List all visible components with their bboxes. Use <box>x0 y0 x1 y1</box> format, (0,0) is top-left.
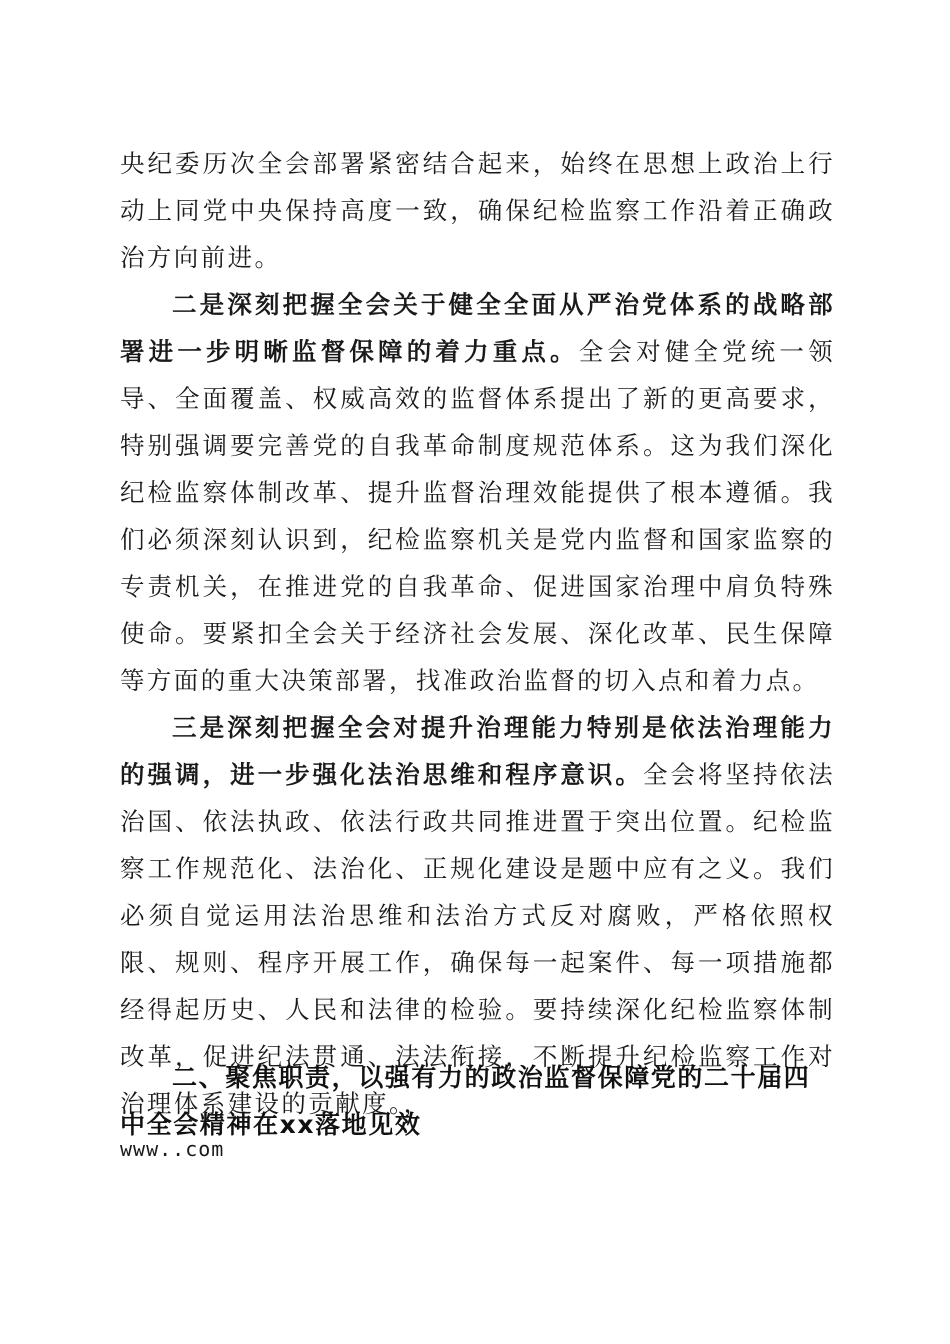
paragraph-three-lead: 三是深刻把握全会对提升治理能力特别是依法治理能力的强调，进一步强化法治思维和程序意识。 <box>120 713 835 789</box>
section-heading: 二、聚焦职责，以强有力的政治监督保障党的二十届四中全会精神在xx落地见效 <box>120 1063 811 1139</box>
url-text: www..com <box>120 1137 225 1161</box>
paragraph-two-body: 全会对健全党统一领导、全面覆盖、权威高效的监督体系提出了新的更高要求，特别强调要完善党的自我革命制度规范体系。这为我们深化纪检监察体制改革、提升监督治理效能提供了根本遵循。我们必须深刻认识到，纪检监察机关是党内监督和国家监察的专责机关，在推进党的自我革命、促进国家治理中肩负特殊使命。要紧扣全会关于经济社会发展、深化改革、民生保障等方面的重大决策部署，找准政治监督的切入点和着力点。 <box>120 337 835 695</box>
paragraph-two <box>120 281 835 704</box>
document-body <box>120 140 835 1169</box>
paragraph-continued: 央纪委历次全会部署紧密结合起来，始终在思想上政治上行动上同党中央保持高度一致，确保纪检监察工作沿着正确政治方向前进。 <box>120 149 835 272</box>
paragraph-three-body: 全会将坚持依法治国、依法执政、依法行政共同推进置于突出位置。纪检监察工作规范化、法治化、正规化建设是题中应有之义。我们必须自觉运用法治思维和法治方式反对腐败，严格依照权限、规则、程序开展工作，确保每一起案件、每一项措施都经得起历史、人民和法律的检验。要持续深化纪检监察体制改革，促进纪法贯通、法法衔接，不断提升纪检监察工作对治理体系建设的贡献度。， <box>120 760 835 1118</box>
paragraph-two-lead: 二是深刻把握全会关于健全全面从严治党体系的战略部署进一步明晰监督保障的着力重点。 <box>120 290 835 366</box>
